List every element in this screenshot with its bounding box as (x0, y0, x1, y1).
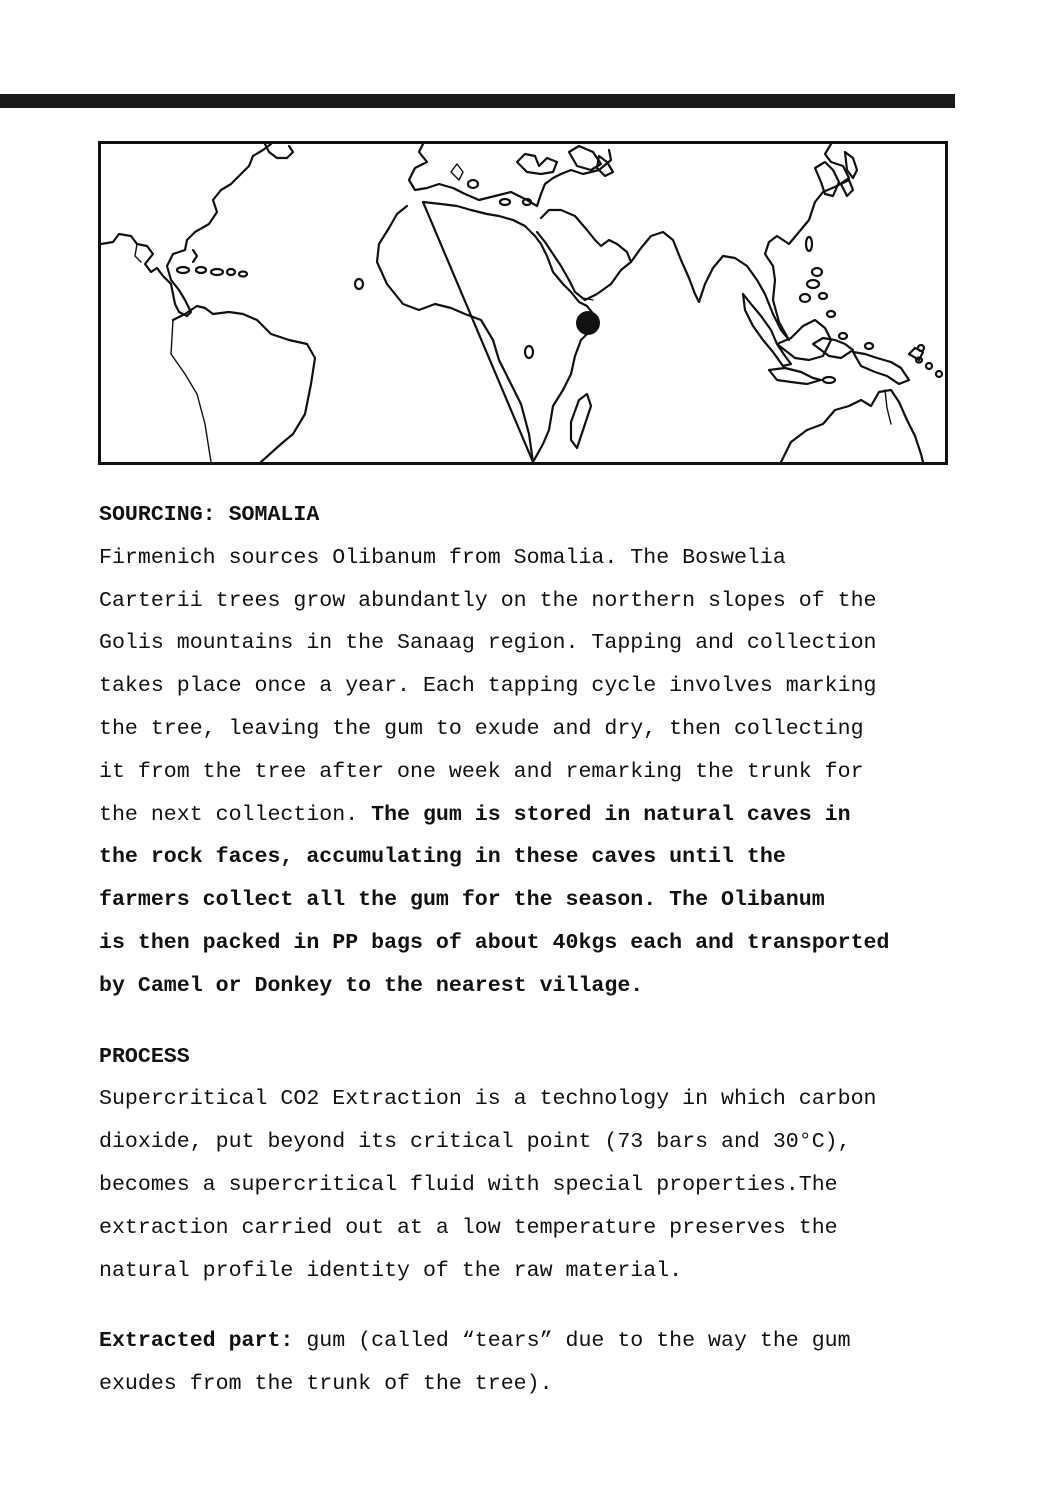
sourcing-line: the tree, leaving the gum to exude and dry, then collecting (99, 716, 864, 741)
process-line: natural profile identity of the raw material. (99, 1258, 683, 1283)
sourcing-paragraph (99, 537, 999, 1008)
process-heading: PROCESS (99, 1044, 190, 1069)
sourcing-line: takes place once a year. Each tapping cycle involves marking (99, 674, 877, 699)
sourcing-heading: SOURCING: SOMALIA (99, 503, 320, 527)
australia-outline (781, 390, 923, 462)
extracted-part-line (99, 1320, 999, 1363)
sourcing-bold-line: by Camel or Donkey to the nearest village. (99, 973, 644, 998)
north-america-outline (101, 144, 271, 316)
process-line: becomes a supercritical fluid with special properties.The (99, 1172, 838, 1197)
sourcing-bold-line: the rock faces, accumulating in these caves until the (99, 845, 786, 870)
document-body (99, 494, 999, 1406)
process-line: extraction carried out at a low temperature preserves the (99, 1215, 838, 1240)
sourcing-bold-line: farmers collect all the gum for the season. The Olibanum (99, 888, 825, 913)
section-spacer (99, 1008, 999, 1036)
sourcing-line: Carterii trees grow abundantly on the northern slopes of the (99, 588, 877, 613)
world-map-drawing (101, 144, 945, 462)
process-line: dioxide, put beyond its critical point (73 bars and 30°C), (99, 1130, 851, 1155)
extracted-part-label: Extracted part: (99, 1329, 294, 1354)
location-marker (576, 311, 600, 335)
sourcing-line-bold-part: The gum is stored in natural caves in (371, 802, 851, 827)
extracted-part-paragraph (99, 1320, 999, 1406)
sourcing-line-mixed (99, 794, 999, 837)
sourcing-bold-line: is then packed in PP bags of about 40kgs each and transported (99, 930, 890, 955)
section-spacer (99, 1292, 999, 1320)
process-line: Supercritical CO2 Extraction is a technology in which carbon (99, 1087, 877, 1112)
arabia-outline (537, 210, 631, 300)
world-map (98, 141, 948, 465)
sourcing-line: Golis mountains in the Sanaag region. Tapping and collection (99, 631, 877, 656)
extracted-part-text: gum (called “tears” due to the way the gum (293, 1329, 851, 1354)
africa-outline (377, 206, 533, 462)
process-paragraph (99, 1078, 999, 1292)
south-america-outline (173, 306, 315, 462)
sourcing-line: it from the tree after one week and remarking the trunk for (99, 759, 864, 784)
europe-outline (409, 144, 611, 206)
madagascar-outline (571, 394, 591, 448)
top-rule (0, 94, 955, 108)
sourcing-line-normal-part: the next collection. (99, 802, 372, 827)
sourcing-line: Firmenich sources Olibanum from Somalia. The Boswelia (99, 545, 786, 570)
extracted-part-line: exudes from the trunk of the tree). (99, 1372, 553, 1397)
